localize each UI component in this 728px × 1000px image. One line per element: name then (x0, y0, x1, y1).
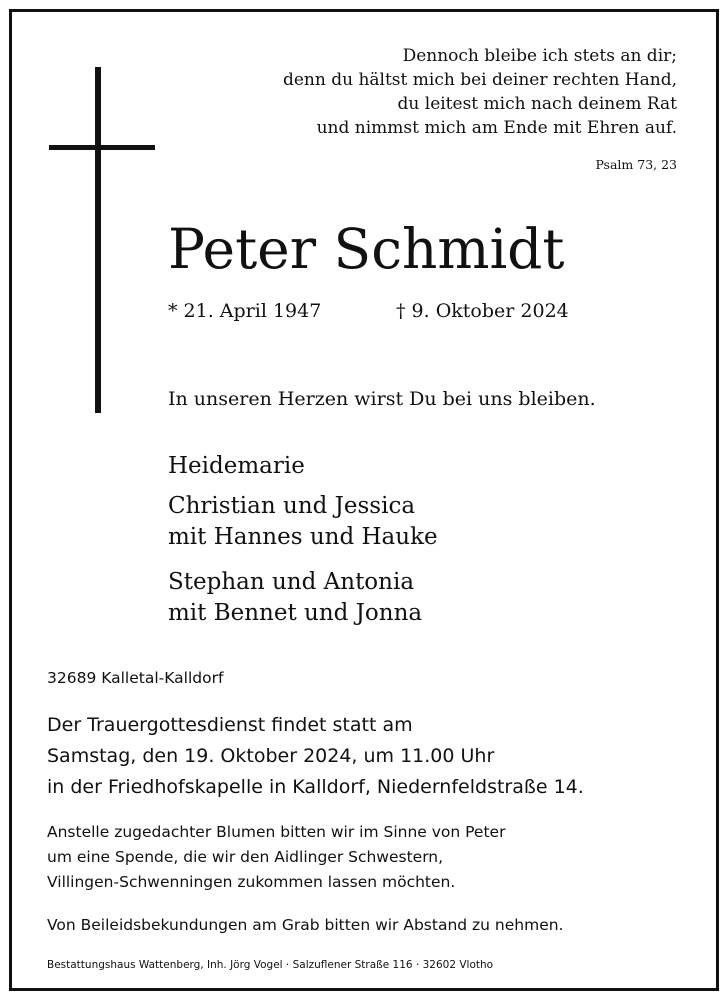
verse-line: du leitest mich nach deinem Rat (397, 94, 677, 114)
mourner-line: Stephan und Antonia (168, 569, 415, 595)
cross-horizontal-bar (49, 145, 155, 150)
cross-vertical-bar (95, 67, 101, 413)
verse-line: denn du hältst mich bei deiner rechten Hand, (282, 70, 677, 90)
service-line: in der Friedhofskapelle in Kalldorf, Niedernfeldstraße 14. (47, 776, 584, 798)
family-location: 32689 Kalletal-Kalldorf (47, 669, 224, 687)
donation-line: um eine Spende, die wir den Aidlinger Schwestern, (47, 848, 444, 866)
service-line: Samstag, den 19. Oktober 2024, um 11.00 Uhr (47, 745, 495, 767)
verse-line: und nimmst mich am Ende mit Ehren auf. (316, 118, 677, 138)
mourner-group (168, 451, 305, 482)
death-date: † 9. Oktober 2024 (396, 300, 569, 322)
memorial-motto: In unseren Herzen wirst Du bei uns bleiben. (168, 388, 596, 410)
verse-line: Dennoch bleibe ich stets an dir; (402, 46, 677, 66)
donation-line: Anstelle zugedachter Blumen bitten wir im Sinne von Peter (47, 823, 506, 841)
psalm-verse (283, 44, 677, 140)
birth-date: * 21. April 1947 (168, 300, 322, 322)
donation-note (47, 820, 505, 895)
mourner-group (168, 491, 438, 553)
service-line: Der Trauergottesdienst findet statt am (47, 714, 413, 736)
mourner-line: Heidemarie (168, 453, 305, 479)
donation-line: Villingen-Schwenningen zukommen lassen möchten. (47, 873, 456, 891)
mourner-line: mit Hannes und Hauke (168, 524, 438, 550)
condolence-note: Von Beileidsbekundungen am Grab bitten wir Abstand zu nehmen. (47, 916, 564, 934)
deceased-name: Peter Schmidt (168, 217, 565, 281)
mourner-line: Christian und Jessica (168, 493, 416, 519)
verse-reference: Psalm 73, 23 (595, 157, 677, 172)
mourner-group (168, 567, 422, 629)
mourner-line: mit Bennet und Jonna (168, 600, 423, 626)
funeral-home-footer: Bestattungshaus Wattenberg, Inh. Jörg Vogel · Salzuflener Straße 116 · 32602 Vlotho (47, 959, 494, 971)
service-announcement (47, 710, 584, 803)
